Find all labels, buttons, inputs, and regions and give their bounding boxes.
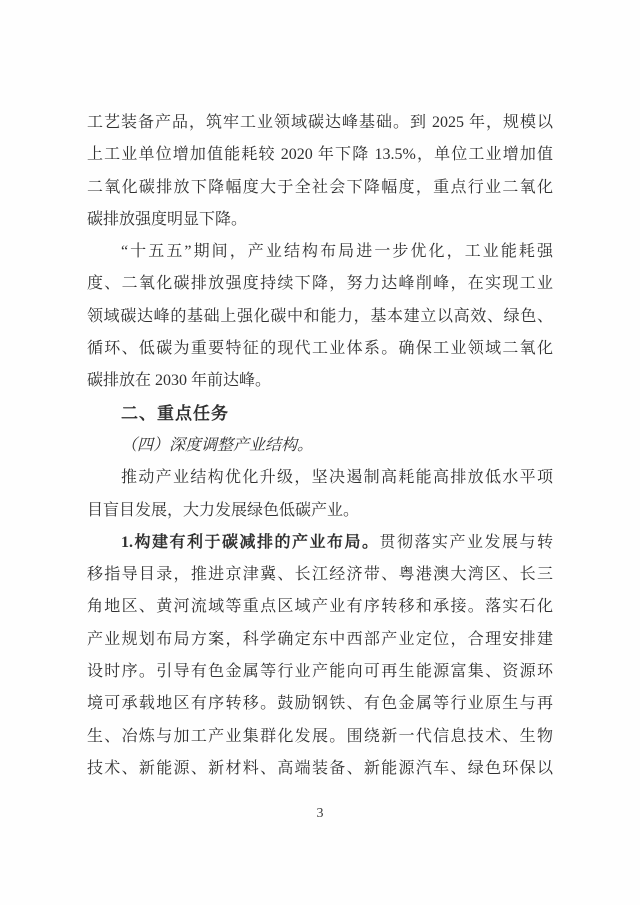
text-line: 目盲目发展，大力发展绿色低碳产业。 (87, 501, 360, 519)
text-line: 推动产业结构优化升级，坚决遏制高耗能高排放低水平项 (121, 469, 553, 487)
text-run: 贯彻落实产业发展与转 (379, 533, 553, 551)
sub-heading: （四）深度调整产业结构。 (121, 436, 314, 454)
text-line (87, 527, 553, 559)
text-line: 移指导目录，推进京津冀、长江经济带、粤港澳大湾区、长三 (87, 566, 553, 584)
text-line: 生、冶炼与加工产业集群化发展。围绕新一代信息技术、生物 (87, 727, 553, 745)
text-line: 二氧化碳排放下降幅度大于全社会下降幅度，重点行业二氧化 (87, 178, 553, 196)
text-line: 领域碳达峰的基础上强化碳中和能力，基本建立以高效、绿色、 (87, 307, 553, 325)
text-line: 循环、低碳为重要特征的现代工业体系。确保工业领域二氧化 (87, 340, 553, 358)
text-line: 碳排放在 2030 年前达峰。 (87, 372, 272, 390)
text-line: “十五五”期间，产业结构布局进一步优化，工业能耗强 (121, 243, 553, 261)
text-line: 碳排放强度明显下降。 (87, 210, 248, 228)
text-line: 产业规划布局方案，科学确定东中西部产业定位，合理安排建 (87, 630, 553, 648)
text-line: 度、二氧化碳排放强度持续下降，努力达峰削峰，在实现工业 (87, 275, 553, 293)
text-line: 技术、新能源、新材料、高端装备、新能源汽车、绿色环保以 (87, 759, 553, 777)
text-line: 上工业单位增加值能耗较 2020 年下降 13.5%，单位工业增加值 (87, 146, 553, 164)
text-line: 境可承载地区有序转移。鼓励钢铁、有色金属等行业原生与再 (87, 695, 553, 713)
page-number: 3 (316, 806, 324, 821)
text-line: 设时序。引导有色金属等行业产能向可再生能源富集、资源环 (87, 663, 553, 681)
text-line: 角地区、黄河流域等重点区域产业有序转移和承接。落实石化 (87, 598, 553, 616)
section-heading: 二、重点任务 (121, 403, 229, 423)
numbered-item-lead: 1.构建有利于碳减排的产业布局。 (121, 533, 380, 551)
text-line: 工艺装备产品，筑牢工业领域碳达峰基础。到 2025 年，规模以 (87, 114, 553, 131)
document-text-block (87, 107, 553, 785)
